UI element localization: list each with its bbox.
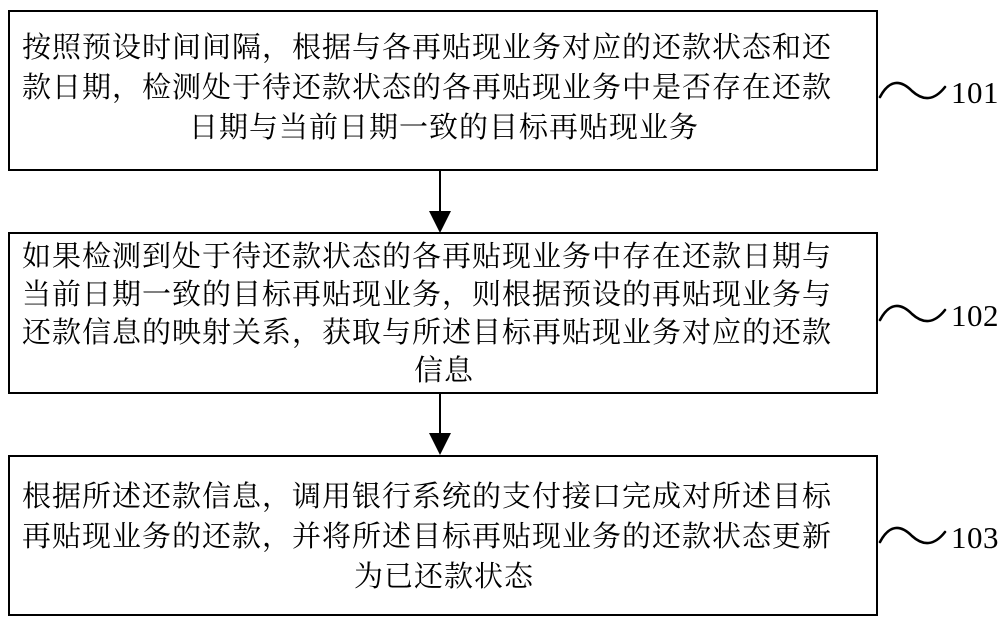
step-103-text-line-3: 为已还款状态 (353, 561, 534, 593)
step-number: 103 (951, 520, 999, 555)
step-103-text-line-2: 再贴现业务的还款，并将所述目标再贴现业务的还款状态更新 (22, 521, 833, 553)
tilde-connector-icon (878, 299, 948, 333)
flow-arrow-2-line (439, 394, 441, 435)
step-102-text-line-3: 还款信息的映射关系，获取与所述目标再贴现业务对应的还款 (22, 317, 833, 349)
step-label-101 (878, 76, 999, 110)
step-box-101 (8, 10, 878, 171)
step-101-text-line-2: 款日期，检测处于待还款状态的各再贴现业务中是否存在还款 (22, 72, 833, 104)
arrow-down-icon (429, 211, 451, 233)
step-box-102 (8, 232, 878, 394)
step-label-102 (878, 299, 999, 333)
step-101-text-line-3: 日期与当前日期一致的目标再贴现业务 (188, 112, 699, 144)
flow-arrow-1-line (439, 171, 441, 213)
step-number: 102 (951, 298, 999, 333)
step-102-text-line-2: 当前日期一致的目标再贴现业务，则根据预设的再贴现业务与 (22, 279, 833, 311)
step-box-103 (8, 455, 878, 616)
step-103-text-line-1: 根据所述还款信息，调用银行系统的支付接口完成对所述目标 (22, 481, 833, 513)
tilde-connector-icon (878, 521, 948, 555)
step-102-text-line-4: 信息 (413, 355, 474, 387)
tilde-connector-icon (878, 76, 948, 110)
step-101-text-line-1: 按照预设时间间隔，根据与各再贴现业务对应的还款状态和还 (22, 32, 833, 64)
arrow-down-icon (429, 433, 451, 455)
step-102-text-line-1: 如果检测到处于待还款状态的各再贴现业务中存在还款日期与 (22, 241, 833, 273)
step-number: 101 (951, 75, 999, 110)
step-label-103 (878, 521, 999, 555)
